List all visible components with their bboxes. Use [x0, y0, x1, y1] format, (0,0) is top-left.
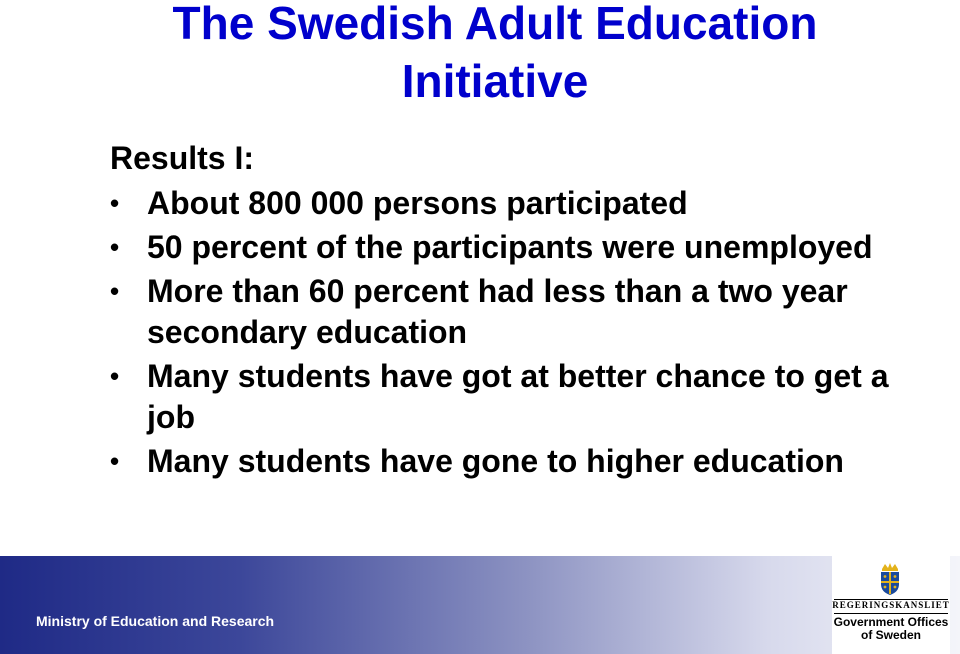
bullet-text: 50 percent of the participants were unemployed — [147, 229, 873, 265]
bullet-icon: • — [110, 446, 120, 476]
regeringskansliet-text: REGERINGSKANSLIET — [832, 600, 950, 610]
bullet-icon: • — [110, 276, 120, 306]
gov-line-1: Government Offices — [833, 615, 949, 629]
bullet-icon: • — [110, 361, 120, 391]
logo-divider-bottom — [834, 613, 948, 614]
crown-crest-icon — [877, 562, 903, 596]
bullet-item — [110, 356, 910, 438]
bullet-icon: • — [110, 232, 120, 262]
bullet-text: About 800 000 persons participated — [147, 185, 688, 221]
bullet-item — [110, 271, 910, 353]
bullet-item — [110, 183, 910, 224]
slide-title — [80, 0, 910, 110]
bullet-text: More than 60 percent had less than a two year secondary education — [147, 273, 848, 350]
ministry-label: Ministry of Education and Research — [36, 613, 275, 629]
bullet-list — [110, 183, 910, 482]
section-heading: Results I: — [110, 140, 255, 176]
slide-content — [110, 138, 910, 485]
bullet-text: Many students have gone to higher education — [147, 443, 844, 479]
government-offices-text — [832, 616, 950, 642]
bullet-text: Many students have got at better chance to get a job — [147, 358, 889, 435]
government-logo — [832, 556, 950, 654]
title-line-1: The Swedish Adult Education — [172, 0, 818, 49]
bullet-item — [110, 441, 910, 482]
footer-bar — [0, 556, 960, 654]
bullet-icon: • — [110, 188, 120, 218]
title-line-2: Initiative — [401, 55, 589, 107]
bullet-item — [110, 227, 910, 268]
gov-line-2: of Sweden — [860, 628, 921, 642]
